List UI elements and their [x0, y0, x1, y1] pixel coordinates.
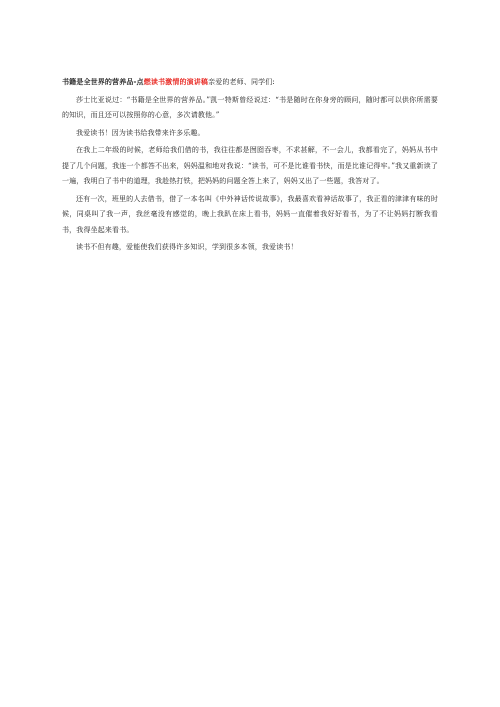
- paragraph-5: 读书不但有趣，爱能使我们获得许多知识，学到很多本领，我爱读书！: [76, 243, 298, 251]
- title-red-part: 燃读书激情的演讲稿: [143, 78, 209, 86]
- document-body: [62, 75, 438, 258]
- title-line: [62, 75, 438, 91]
- paragraph-3: 在我上二年级的时候，老师给我们借的书，我往往都是囫囵吞枣，不求甚解，不一会儿，我都看完了，妈妈从书中提了几个问题，我连一个都答不出来，妈妈温和地对我说：“读书，可不是比谁看书快，而是比谁记得牢。”我又重新读了一遍，我明白了书中的道理，我趁热打铁，把妈妈的问题全答上来了，妈妈又出了一些题，我答对了。: [62, 146, 438, 185]
- paragraph-1: 莎士比亚说过：“书籍是全世界的营养品。”凯一特斯曾经说过：“书是随时在你身旁的顾问，随时都可以供你所需要的知识，而且还可以按照你的心意，多次请教他。”: [62, 95, 438, 119]
- greeting: 亲爱的老师、同学们:: [208, 78, 275, 86]
- paragraph-2: 我爱读书！因为读书给我带来许多乐趣。: [76, 128, 205, 137]
- title-black-part: 书籍是全世界的营养品-点: [62, 78, 144, 86]
- paragraph-4: 还有一次，班里的人去借书，借了一本名叫《中外神话传说故事》，我最喜欢看神话故事了，我正看的津津有味的时候，同桌叫了我一声，我丝毫没有感觉的，晚上我趴在床上看书，妈妈一直催着我好好看书，为了不让妈妈打断我看书，我得坐起来看书。: [62, 194, 438, 234]
